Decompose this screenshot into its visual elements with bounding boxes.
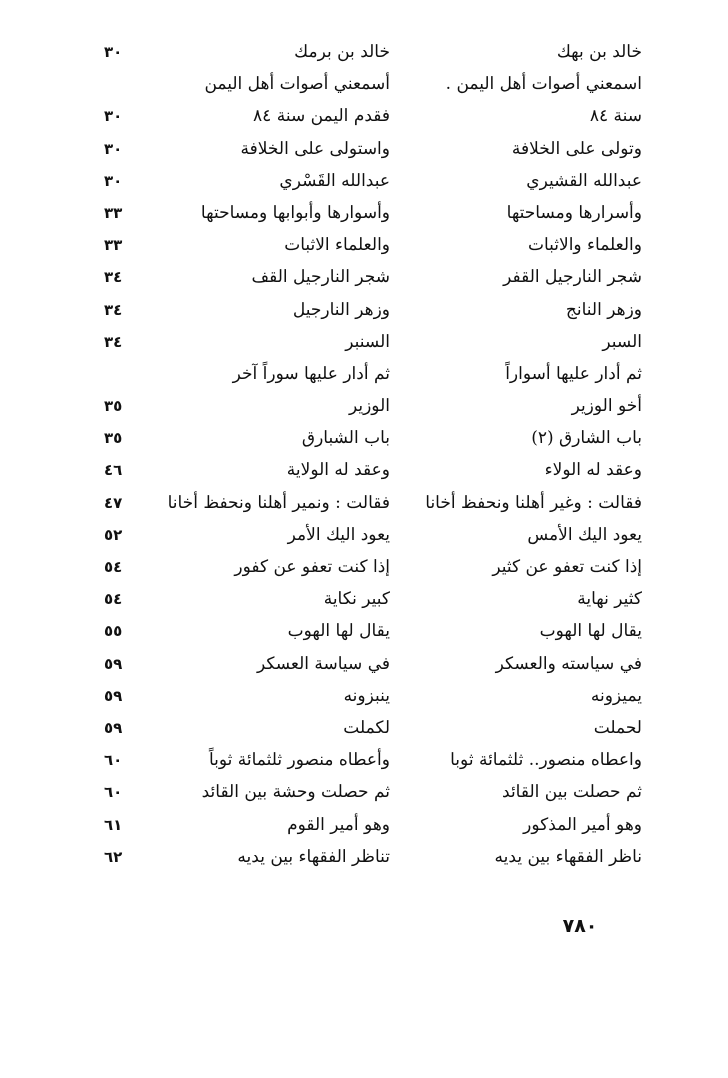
errata-row [0, 422, 728, 454]
correct-text: وأسوارها وأبوابها ومساحتها [200, 202, 390, 223]
page-reference: ٥٥ [104, 622, 123, 641]
correct-text: أسمعني أصوات أهل اليمن [204, 74, 390, 95]
wrong-text: والعلماء والاثبات [527, 235, 642, 256]
correct-text: لكملت [343, 717, 390, 738]
wrong-text: شجر النارجيل القفر [503, 267, 642, 288]
correct-text: وهو أمير القوم [287, 814, 390, 835]
wrong-text: ناظر الفقهاء بين يديه [494, 846, 642, 867]
page-reference: ٤٧ [104, 493, 123, 512]
errata-row [0, 712, 728, 744]
wrong-text: ثم حصلت بين القائد [502, 782, 642, 803]
correct-text: السنبر [345, 331, 390, 352]
wrong-text: وعقد له الولاء [544, 460, 642, 481]
page-reference: ٣٥ [104, 429, 123, 448]
wrong-text: لحملت [593, 717, 642, 738]
errata-row [0, 680, 728, 712]
errata-row [0, 841, 728, 873]
page-reference: ٣٠ [104, 139, 123, 158]
page-reference: ٣٣ [104, 236, 123, 255]
errata-row [0, 294, 728, 326]
errata-row [0, 326, 728, 358]
errata-row [0, 261, 728, 293]
page-reference: ٣٠ [104, 43, 123, 61]
page-reference: ٥٤ [104, 590, 123, 609]
page-reference: ٣٣ [104, 203, 123, 222]
errata-row [0, 454, 728, 486]
errata-row [0, 487, 728, 519]
page-reference: ٦٢ [104, 847, 123, 866]
correct-text: والعلماء الاثبات [284, 235, 390, 256]
wrong-text: يقال لها الهوب [539, 621, 642, 642]
correct-text: يعود اليك الأمر [287, 524, 390, 545]
page-reference: ٦٠ [104, 751, 123, 770]
correct-text: واستولى على الخلافة [240, 138, 390, 159]
wrong-text: أخو الوزير [571, 396, 642, 417]
page-reference: ٥٩ [104, 654, 123, 673]
correct-text: في سياسة العسكر [256, 653, 390, 674]
errata-row [0, 809, 728, 841]
page-reference [104, 358, 164, 390]
wrong-text: واعطاه منصور.. ثلثمائة ثوبا [450, 750, 642, 771]
correct-text: وأعطاه منصور ثلثمائة ثوباً [208, 750, 390, 771]
page-reference: ٥٤ [104, 558, 123, 576]
page-reference: ٥٢ [104, 525, 123, 544]
correct-text: وزهر النارجيل [292, 299, 390, 320]
correct-text: تناظر الفقهاء بين يديه [237, 846, 390, 867]
errata-row [0, 165, 728, 197]
page-reference: ٣٤ [104, 268, 123, 287]
correct-text: فقالت : ونمير أهلنا ونحفظ أخانا [167, 492, 390, 513]
correct-text: فقدم اليمن سنة ٨٤ [253, 106, 390, 127]
errata-row [0, 551, 728, 583]
page-reference: ٥٩ [104, 686, 123, 705]
page-reference: ٥٩ [104, 718, 123, 737]
page-reference: ٣٠ [104, 107, 123, 126]
wrong-text: وتولى على الخلافة [511, 138, 642, 159]
wrong-text: وزهر النانج [565, 299, 642, 320]
wrong-text: خالد بن بهك [556, 42, 642, 62]
wrong-text: عبدالله القشيري [526, 170, 642, 191]
wrong-text: في سياسته والعسكر [495, 653, 642, 674]
page-reference [104, 68, 164, 100]
errata-row [0, 744, 728, 776]
correct-text: ثم أدار عليها سوراً آخر [232, 363, 390, 384]
wrong-text: اسمعني أصوات أهل اليمن . [445, 74, 642, 95]
correct-text: شجر النارجيل القف [251, 267, 390, 288]
wrong-text: ثم أدار عليها أسواراً [505, 363, 642, 384]
correct-text: باب الشبارق [301, 428, 390, 449]
page-reference: ٣٠ [104, 171, 123, 190]
correct-text: وعقد له الولاية [286, 460, 390, 481]
page-number: ٧٨٠ [562, 915, 598, 937]
wrong-text: وهو أمير المذكور [523, 814, 642, 835]
page-reference: ٣٤ [104, 300, 123, 319]
errata-table [0, 36, 728, 873]
correct-text: إذا كنت تعفو عن كفور [234, 557, 390, 577]
page-reference: ٣٤ [104, 332, 123, 351]
correct-text: ينبزونه [343, 685, 390, 706]
wrong-text: باب الشارق (٢) [531, 428, 642, 449]
correct-text: كبير نكاية [323, 589, 390, 610]
wrong-text: سنة ٨٤ [589, 106, 642, 127]
page-reference: ٣٥ [104, 397, 123, 416]
errata-row [0, 100, 728, 132]
wrong-text: وأسرارها ومساحتها [506, 202, 642, 223]
errata-row [0, 133, 728, 165]
errata-row [0, 197, 728, 229]
correct-text: خالد بن برمك [294, 42, 390, 62]
page-reference: ٦١ [104, 815, 123, 834]
wrong-text: كثير نهاية [577, 589, 642, 610]
wrong-text: فقالت : وغير أهلنا ونحفظ أخانا [425, 492, 642, 513]
errata-row [0, 68, 728, 100]
wrong-text: إذا كنت تعفو عن كثير [492, 557, 642, 577]
correct-text: يقال لها الهوب [287, 621, 390, 642]
correct-text: ثم حصلت وحشة بين القائد [201, 782, 390, 803]
errata-row [0, 519, 728, 551]
wrong-text: السبر [602, 331, 642, 352]
correct-text: الوزير [348, 396, 390, 417]
errata-row [0, 358, 728, 390]
errata-row [0, 390, 728, 422]
errata-row [0, 615, 728, 647]
errata-row [0, 583, 728, 615]
page-reference: ٦٠ [104, 783, 123, 802]
page-reference: ٤٦ [104, 461, 123, 480]
wrong-text: يعود اليك الأمس [527, 524, 642, 545]
errata-row [0, 776, 728, 808]
errata-row [0, 648, 728, 680]
wrong-text: يميزونه [590, 685, 642, 706]
errata-row [0, 229, 728, 261]
errata-row [0, 36, 728, 68]
correct-text: عبدالله القَسْري [279, 170, 390, 191]
